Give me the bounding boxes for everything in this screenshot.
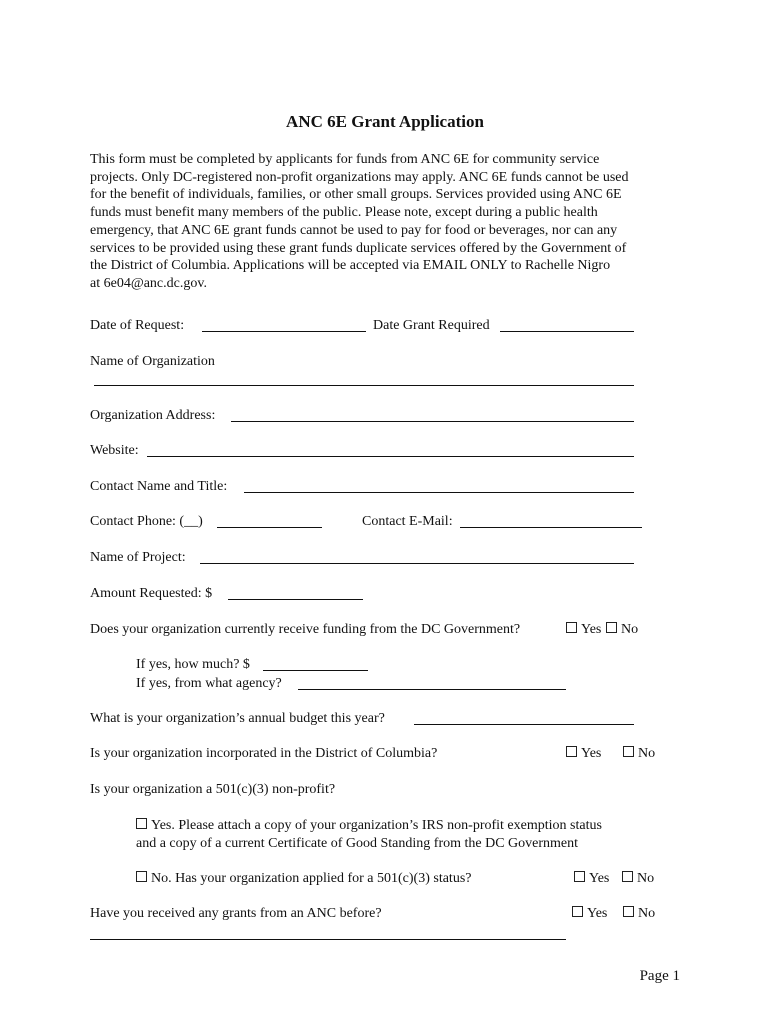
- checkbox-icon[interactable]: [566, 622, 577, 633]
- page-title: ANC 6E Grant Application: [286, 112, 484, 131]
- checkbox-icon[interactable]: [572, 906, 583, 917]
- contact-email-field[interactable]: [460, 513, 642, 528]
- intro-line: emergency, that ANC 6E grant funds cannot be used to pay for food or beverages, nor can any: [90, 222, 618, 238]
- intro-line: the District of Columbia. Applications will be accepted via EMAIL ONLY to Rachelle Nigro: [90, 258, 611, 274]
- contact-name-label: Contact Name and Title:: [90, 479, 228, 494]
- nonprofit-yes-continued: and a copy of a current Certificate of Good Standing from the DC Government: [136, 836, 579, 851]
- organization-address-field[interactable]: [231, 407, 634, 422]
- incorporated-yes[interactable]: Yes: [566, 745, 601, 763]
- nonprofit-yes-option[interactable]: Yes. Please attach a copy of your organization’s IRS non-profit exemption status: [136, 817, 602, 835]
- incorporated-no[interactable]: No: [623, 745, 655, 763]
- annual-budget-label: What is your organization’s annual budget this year?: [90, 711, 385, 726]
- annual-budget-field[interactable]: [414, 710, 634, 725]
- contact-name-field[interactable]: [244, 478, 634, 493]
- amount-requested-label: Amount Requested: $: [90, 586, 213, 601]
- checkbox-icon[interactable]: [622, 871, 633, 882]
- anc-grants-question: Have you received any grants from an ANC before?: [90, 906, 382, 921]
- applied-yes[interactable]: Yes: [574, 870, 609, 888]
- checkbox-icon[interactable]: [623, 746, 634, 757]
- checkbox-icon[interactable]: [574, 871, 585, 882]
- organization-address-label: Organization Address:: [90, 408, 216, 423]
- nonprofit-question: Is your organization a 501(c)(3) non-profit?: [90, 782, 336, 797]
- intro-paragraph: [90, 151, 680, 293]
- incorporated-question: Is your organization incorporated in the District of Columbia?: [90, 746, 438, 761]
- website-field[interactable]: [147, 442, 634, 457]
- applied-no[interactable]: No: [622, 870, 654, 888]
- intro-line: projects. Only DC-registered non-profit organizations may apply. ANC 6E funds cannot be used: [90, 169, 629, 185]
- contact-email-label: Contact E-Mail:: [362, 514, 453, 529]
- date-grant-required-field[interactable]: [500, 317, 634, 332]
- amount-requested-field[interactable]: [228, 585, 363, 600]
- checkbox-icon[interactable]: [623, 906, 634, 917]
- nonprofit-no-option[interactable]: No. Has your organization applied for a 501(c)(3) status?: [136, 870, 471, 888]
- anc-grants-details-field[interactable]: [90, 925, 566, 940]
- intro-line: funds must benefit many members of the public. Please note, except during a public health: [90, 205, 598, 221]
- how-much-label: If yes, how much? $: [136, 657, 250, 672]
- website-label: Website:: [90, 443, 139, 458]
- anc-grants-yes[interactable]: Yes: [572, 905, 607, 923]
- intro-line: at 6e04@anc.dc.gov.: [90, 275, 207, 291]
- checkbox-icon[interactable]: [136, 818, 147, 829]
- contact-phone-label: Contact Phone: (__): [90, 514, 203, 529]
- how-much-field[interactable]: [263, 656, 368, 671]
- intro-line: services to be provided using these grant funds duplicate services offered by the Government of: [90, 240, 627, 256]
- page-number: Page 1: [639, 968, 680, 984]
- date-grant-required-label: Date Grant Required: [373, 318, 490, 333]
- dc-funding-no[interactable]: No: [606, 621, 638, 639]
- what-agency-field[interactable]: [298, 675, 566, 690]
- dc-funding-question: Does your organization currently receive funding from the DC Government?: [90, 622, 521, 637]
- checkbox-icon[interactable]: [566, 746, 577, 757]
- project-name-label: Name of Project:: [90, 550, 186, 565]
- anc-grants-no[interactable]: No: [623, 905, 655, 923]
- organization-name-label: Name of Organization: [90, 354, 215, 369]
- project-name-field[interactable]: [200, 549, 634, 564]
- organization-name-field[interactable]: [94, 371, 634, 386]
- date-of-request-label: Date of Request:: [90, 318, 185, 333]
- what-agency-label: If yes, from what agency?: [136, 676, 282, 691]
- intro-line: This form must be completed by applicants for funds from ANC 6E for community service: [90, 152, 600, 167]
- checkbox-icon[interactable]: [136, 871, 147, 882]
- date-of-request-field[interactable]: [202, 317, 366, 332]
- checkbox-icon[interactable]: [606, 622, 617, 633]
- contact-phone-field[interactable]: [217, 513, 322, 528]
- intro-line: for the benefit of individuals, families, or other small groups. Services provided using ANC 6E: [90, 187, 622, 203]
- dc-funding-yes[interactable]: Yes: [566, 621, 601, 639]
